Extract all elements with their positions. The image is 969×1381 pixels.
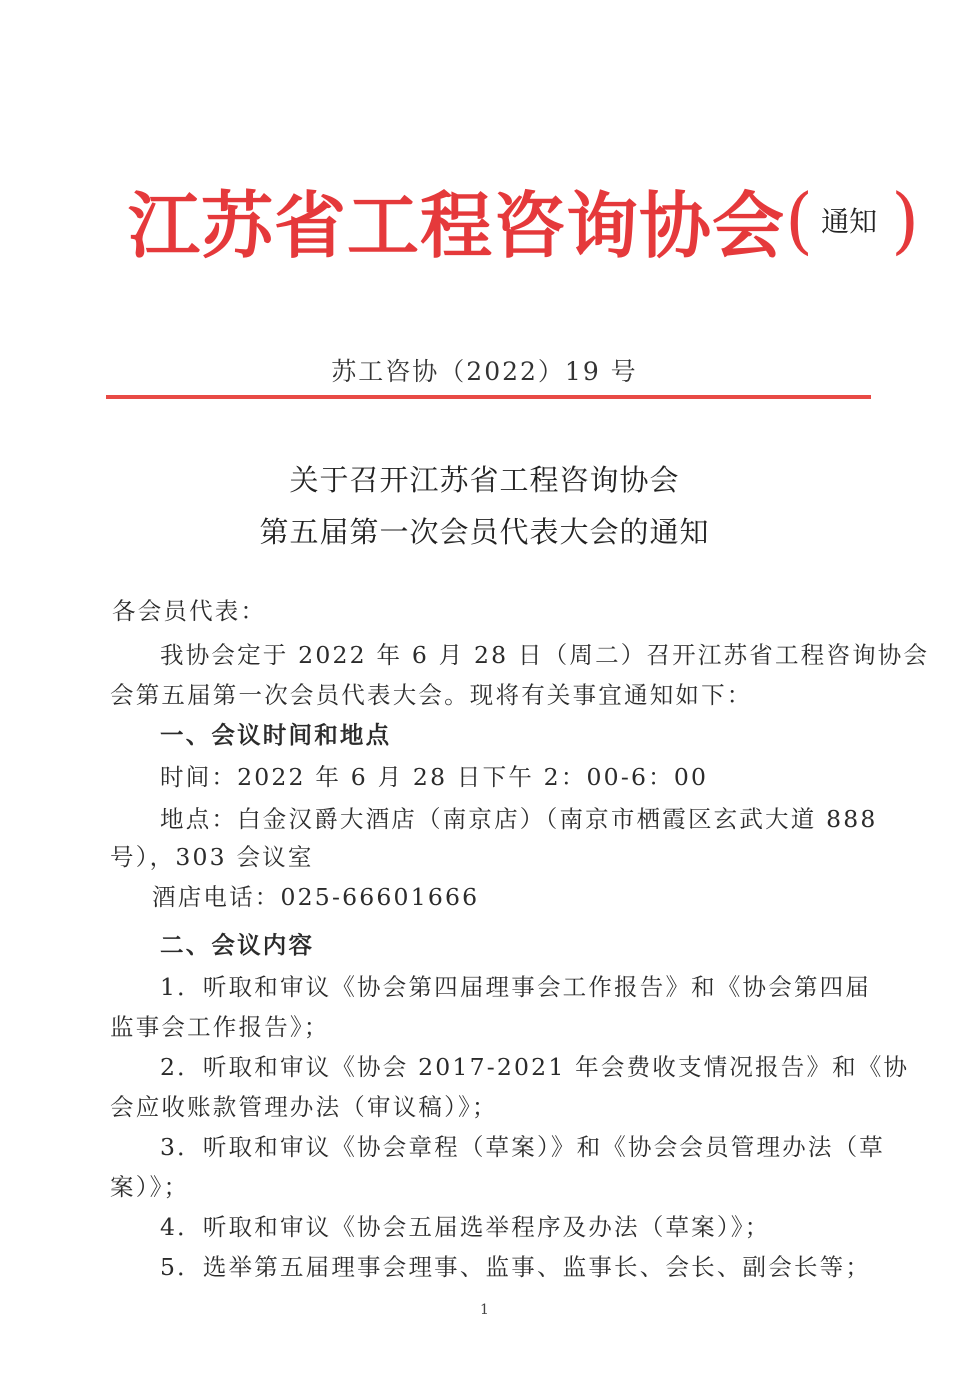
salutation: 各会员代表： (112, 597, 267, 625)
page-number: 1 (480, 1302, 489, 1318)
intro-line-2: 会第五届第一次会员代表大会。现将有关事宜通知如下： (110, 681, 753, 709)
section-2-heading: 二、会议内容 (160, 931, 315, 959)
agenda-item-5: 5．选举第五届理事会理事、监事、监事长、会长、副会长等； (160, 1253, 872, 1281)
intro-line-1: 我协会定于 2022 年 6 月 28 日（周二）召开江苏省工程咨询协会 (160, 641, 930, 669)
agenda-item-2-line-2: 会应收账款管理办法（审议稿）》； (110, 1093, 498, 1121)
section-1-heading: 一、会议时间和地点 (160, 721, 392, 749)
agenda-item-1-line-1: 1．听取和审议《协会第四届理事会工作报告》和《协会第四届 (160, 973, 872, 1001)
meeting-place-line-1: 地点：白金汉爵大酒店（南京店）（南京市栖霞区玄武大道 888 (160, 805, 878, 833)
agenda-item-2-line-1: 2．听取和审议《协会 2017-2021 年会费收支情况报告》和《协 (160, 1053, 910, 1081)
meeting-place-line-2: 号），303 会议室 (110, 843, 314, 871)
meeting-time: 时间：2022 年 6 月 28 日下午 2：00-6：00 (160, 763, 709, 791)
title-line-2: 第五届第一次会员代表大会的通知 (259, 515, 710, 549)
agenda-item-3-line-1: 3．听取和审议《协会章程（草案）》和《协会会员管理办法（草 (160, 1133, 886, 1161)
title-line-1: 关于召开江苏省工程咨询协会 (289, 463, 680, 497)
hotel-phone: 酒店电话：025-66601666 (152, 883, 480, 911)
masthead (128, 168, 919, 272)
masthead-org-name: 江苏省工程咨询协会 (128, 183, 786, 268)
masthead-doc-kind: 通知 (821, 205, 878, 238)
masthead-open-paren: ( (785, 178, 814, 262)
agenda-item-4: 4．听取和审议《协会五届选举程序及办法（草案）》； (160, 1213, 771, 1241)
red-divider-rule (106, 395, 871, 399)
masthead-close-paren: ) (891, 178, 920, 262)
agenda-item-3-line-2: 案）》； (110, 1173, 190, 1201)
agenda-item-1-line-2: 监事会工作报告》； (110, 1013, 330, 1041)
document-number: 苏工咨协（2022）19 号 (331, 357, 638, 386)
